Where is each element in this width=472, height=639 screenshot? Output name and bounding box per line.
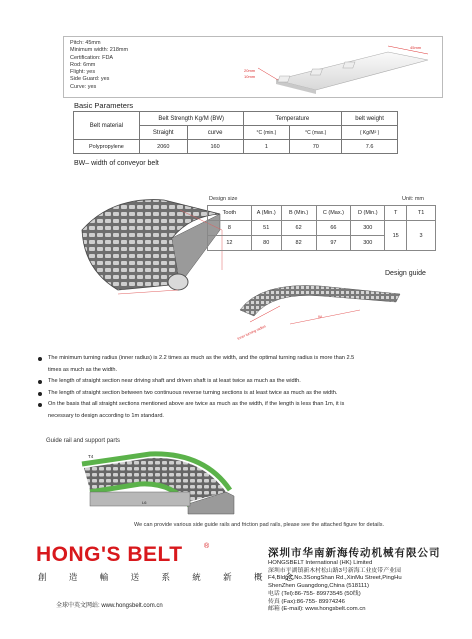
header-temp-max: °C (max.) [290, 126, 342, 140]
spec-side-guard: Side Guard: yes [70, 76, 110, 83]
dim-header-tooth: Tooth [208, 206, 252, 221]
note-item: On the basis that all straight sections mentioned above are twice as much as the width, if the length is less than 1m, it is [38, 399, 458, 411]
cell-material: Polypropylene [74, 140, 140, 154]
spec-pitch: Pitch: 45mm [70, 40, 101, 46]
l6-label: L6 [142, 500, 147, 505]
cell-temp-max: 70 [290, 140, 342, 154]
dim-cell: 8 [208, 221, 252, 236]
city-line: ShenZhen Guangdong,China (518111) [268, 583, 369, 590]
belt-module-image [238, 40, 438, 94]
dim-cell: 66 [316, 221, 351, 236]
dim-cell: 62 [281, 221, 316, 236]
dim-cell: 300 [351, 236, 385, 251]
guide-rail-caption: We can provide various side guide rails and friction pad rails, please see the attached figure for details. [134, 522, 384, 528]
spec-min-width: Minimum width: 218mm [70, 47, 129, 54]
notes-list [38, 353, 458, 423]
fax-line: 传真 (Fax):86-755- 89974246 [268, 598, 345, 605]
note-item: The length of straight section near driving shaft and driven shaft is at least twice as much as the width. [38, 376, 458, 388]
note-continuation: times as much as the width. [48, 366, 118, 373]
design-guide-label: Design guide [385, 270, 426, 277]
company-name-en: HONGSBELT International (HK) Limited [268, 560, 373, 566]
unit-label: Unit: mm [402, 196, 424, 202]
dim-cell: 300 [351, 221, 385, 236]
dim-label-a: 45mm [410, 45, 422, 50]
spec-flight: Flight: yes [70, 69, 96, 76]
header-straight: Straight [139, 126, 187, 140]
dim-header-t1: T1 [407, 206, 436, 221]
dim-cell: 12 [208, 236, 252, 251]
note-continuation: necessary to design according to 1m standard. [48, 412, 164, 419]
company-info [268, 547, 441, 614]
guide-rail-image [70, 448, 240, 520]
spec-certification: Certification: FDA [70, 54, 114, 61]
dim-header-b: B (Min.) [281, 206, 316, 221]
cell-straight: 2060 [139, 140, 187, 154]
cell-curve: 160 [187, 140, 243, 154]
dim-header-t: T [385, 206, 407, 221]
header-belt-strength: Belt Strength Kg/M (BW) [139, 112, 243, 126]
note-item: The minimum turning radius (inner radius) is 2.2 times as much as the width, and the optimal turning radius is more than 2.5 [38, 353, 458, 365]
company-name-cn: 深圳市华南新海传动机械有限公司 [268, 547, 441, 559]
dim-header-c: C (Max.) [316, 206, 351, 221]
design-size-table [207, 205, 436, 251]
tel-line: 电话 (Tel):86-755- 89973545 (50线) [268, 590, 361, 597]
brand-logo-text: HONG'S BELT [36, 543, 183, 566]
header-belt-weight: belt weight [342, 112, 398, 126]
dim-header-a: A (Min.) [251, 206, 281, 221]
dim-cell-t: 15 [385, 221, 407, 251]
header-temp-min: °C (min.) [243, 126, 290, 140]
address-cn: 深圳市平湖镇新木村松山路3号新海工业皮带产业园 [268, 567, 401, 574]
spec-list [70, 40, 128, 91]
note-item: The length of straight section between two continuous reverse turning sections is at least twice as much as the width. [38, 388, 458, 400]
header-weight-unit: ( Kg/M² ) [342, 126, 398, 140]
registered-mark: ® [204, 543, 210, 550]
dim-cell: 82 [281, 236, 316, 251]
dim-label-b: 20mm [244, 68, 256, 73]
guide-rail-title: Guide rail and support parts [46, 438, 121, 444]
dim-label-c: 10mm [244, 74, 256, 79]
bw-note: BW– width of conveyor belt [74, 160, 159, 167]
t4-label: T4 [88, 454, 94, 459]
dim-cell: 51 [251, 221, 281, 236]
brand-tagline: 創 造 輸 送 系 統 新 概 念 [38, 572, 304, 582]
w-label: W [318, 314, 322, 319]
basic-params-table [73, 111, 398, 154]
basic-params-title: Basic Parameters [74, 101, 134, 110]
spec-curve: Curve: yes [70, 83, 97, 90]
header-curve: curve [187, 126, 243, 140]
email-line[interactable]: 邮箱 (E-mail): www.hongsbelt.com.cn [268, 606, 366, 613]
header-temperature: Temperature [243, 112, 342, 126]
dim-cell-t1: 3 [407, 221, 436, 251]
cell-temp-min: 1 [243, 140, 290, 154]
spec-rod: Rod: 6mm [70, 61, 96, 68]
cell-weight: 7.6 [342, 140, 398, 154]
design-size-title: Design size [209, 196, 238, 202]
dim-cell: 97 [316, 236, 351, 251]
dim-cell: 80 [251, 236, 281, 251]
design-guide-image [220, 280, 420, 346]
inner-radius-label: Inner turning radius [236, 324, 267, 341]
address-en: F4,BldgC,No.3SongShan Rd.,XinMu Street,PingHu [268, 575, 402, 582]
dim-header-d: D (Min.) [351, 206, 385, 221]
header-belt-material: Belt material [74, 112, 140, 140]
website-link[interactable]: 全球中英文网站: www.hongsbelt.com.cn [56, 603, 163, 609]
